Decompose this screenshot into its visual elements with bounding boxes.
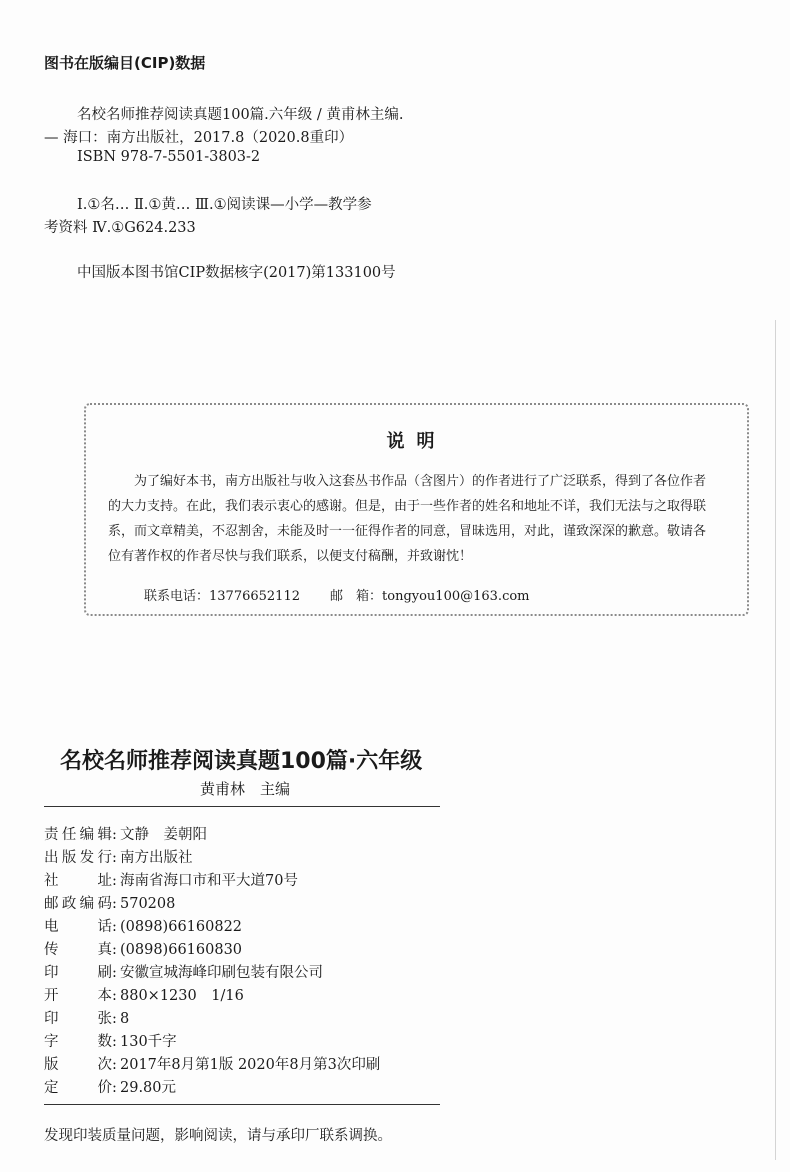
detail-label: 传真 <box>44 942 112 958</box>
phone-label: 联系电话： <box>144 589 210 604</box>
detail-value: 2017年8月第1版 2020年8月第3次印刷 <box>120 1057 381 1073</box>
notice-box <box>84 403 749 616</box>
detail-row: 责任编辑: 文静 姜朝阳 <box>44 823 207 844</box>
detail-label: 版次 <box>44 1057 112 1073</box>
divider-bottom <box>44 1104 440 1105</box>
detail-row: 字数: 130千字 <box>44 1030 177 1051</box>
book-title: 名校名师推荐阅读真题100篇·六年级 <box>60 749 423 774</box>
divider-top <box>44 806 440 807</box>
detail-label: 印刷 <box>44 965 112 981</box>
detail-value: 安徽宣城海峰印刷包装有限公司 <box>120 965 323 981</box>
detail-row: 出版发行: 南方出版社 <box>44 846 193 867</box>
detail-value: 570208 <box>120 896 176 912</box>
cip-isbn-line: ISBN 978-7-5501-3803-2 <box>77 149 261 165</box>
footer-note: 发现印装质量问题，影响阅读，请与承印厂联系调换。 <box>44 1128 392 1144</box>
contact-phone <box>144 585 300 604</box>
detail-row: 印刷: 安徽宣城海峰印刷包装有限公司 <box>44 961 323 982</box>
notice-line-1: 为了编好本书，南方出版社与收入这套丛书作品（含图片）的作者进行了广泛联系，得到了各位作者 <box>134 474 707 489</box>
detail-row: 版次: 2017年8月第1版 2020年8月第3次印刷 <box>44 1053 380 1074</box>
detail-label: 定价 <box>44 1080 112 1096</box>
notice-title: 说明 <box>386 431 447 452</box>
detail-value: 南方出版社 <box>120 850 193 866</box>
cip-heading: 图书在版编目(CIP)数据 <box>44 54 206 72</box>
detail-label: 印张 <box>44 1011 112 1027</box>
detail-label: 社址 <box>44 873 112 889</box>
detail-row: 电话: (0898)66160822 <box>44 915 242 936</box>
detail-label: 邮政编码 <box>44 896 112 912</box>
email-label: 邮 箱： <box>330 589 383 604</box>
detail-row: 传真: (0898)66160830 <box>44 938 242 959</box>
notice-line-4: 位有著作权的作者尽快与我们联系，以便支付稿酬，并致谢忱！ <box>108 549 473 564</box>
detail-value: 8 <box>120 1011 130 1027</box>
detail-label: 出版发行 <box>44 850 112 866</box>
detail-row: 印张: 8 <box>44 1007 129 1028</box>
detail-value: (0898)66160822 <box>120 919 243 935</box>
book-editor: 黄甫林 主编 <box>200 780 291 798</box>
detail-row: 邮政编码: 570208 <box>44 892 175 913</box>
cip-record-number: 中国版本图书馆CIP数据核字(2017)第133100号 <box>77 265 396 281</box>
page-edge-rule <box>775 320 780 1160</box>
detail-row: 定价: 29.80元 <box>44 1076 176 1097</box>
cip-classification-line: Ⅰ.①名… Ⅱ.①黄… Ⅲ.①阅读课—小学—教学参 <box>77 197 372 213</box>
detail-value: 29.80元 <box>120 1080 177 1096</box>
cip-title-line: 名校名师推荐阅读真题100篇.六年级 / 黄甫林主编. <box>77 107 404 123</box>
email-value: tongyou100@163.com <box>382 589 530 604</box>
notice-line-2: 的大力支持。在此，我们表示衷心的感谢。但是，由于一些作者的姓名和地址不详，我们无法与之取得联 <box>108 499 707 514</box>
detail-value: 文静 姜朝阳 <box>120 827 207 843</box>
phone-value: 13776652112 <box>209 589 300 604</box>
detail-value: 880×1230 1/16 <box>120 988 244 1004</box>
detail-label: 开本 <box>44 988 112 1004</box>
detail-value: (0898)66160830 <box>120 942 243 958</box>
detail-label: 电话 <box>44 919 112 935</box>
cip-publisher-line: — 海口：南方出版社，2017.8（2020.8重印） <box>44 130 354 146</box>
detail-value: 海南省海口市和平大道70号 <box>120 873 298 889</box>
notice-body <box>108 469 728 569</box>
notice-line-3: 系，而文章精美，不忍割舍，未能及时一一征得作者的同意，冒昧选用，对此，谨致深深的歉意。敬请各 <box>108 524 707 539</box>
detail-value: 130千字 <box>120 1034 177 1050</box>
detail-label: 责任编辑 <box>44 827 112 843</box>
contact-email <box>330 585 530 604</box>
detail-label: 字数 <box>44 1034 112 1050</box>
detail-row: 社址: 海南省海口市和平大道70号 <box>44 869 298 890</box>
cip-classification-line-2: 考资料 Ⅳ.①G624.233 <box>44 220 196 236</box>
detail-row: 开本: 880×1230 1/16 <box>44 984 244 1005</box>
